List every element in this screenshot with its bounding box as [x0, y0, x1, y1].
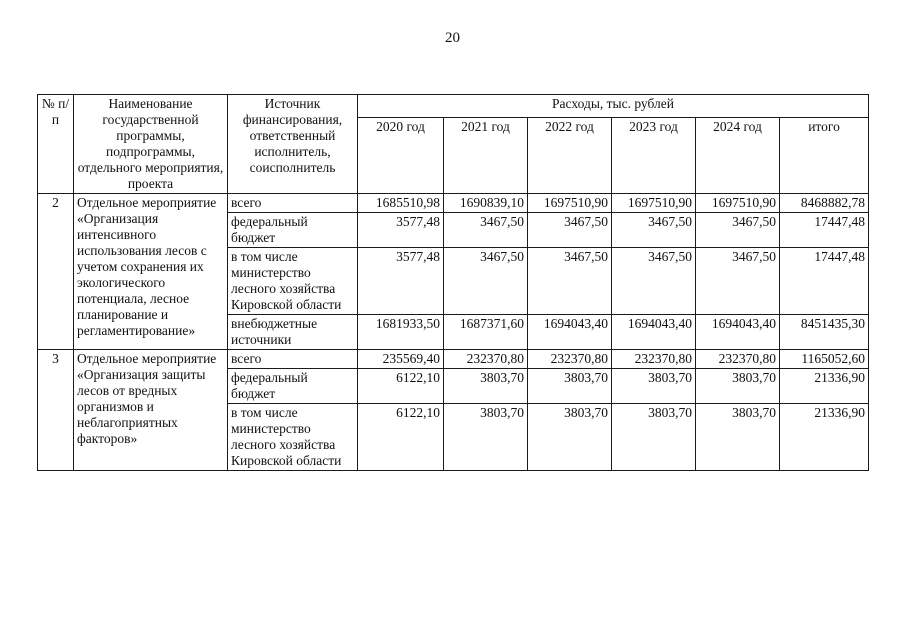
funding-source: федеральный бюджет [228, 213, 358, 248]
value-cell: 1685510,98 [358, 194, 444, 213]
value-cell: 6122,10 [358, 369, 444, 404]
value-cell: 232370,80 [612, 350, 696, 369]
header-expenses: Расходы, тыс. рублей [358, 95, 869, 118]
value-cell: 3467,50 [528, 213, 612, 248]
row-num: 3 [38, 350, 74, 471]
total-cell: 8468882,78 [780, 194, 869, 213]
measure-name: Отдельное мероприятие «Организация защиты лесов от вредных организмов и неблагоприятных факторов» [74, 350, 228, 471]
value-cell: 232370,80 [696, 350, 780, 369]
funding-source: внебюджетные источники [228, 315, 358, 350]
measure-name: Отдельное мероприятие «Организация интенсивного использования лесов с учетом сохранения их экологического потенциала, лесное планирование и регламентирование» [74, 194, 228, 350]
value-cell: 1697510,90 [612, 194, 696, 213]
value-cell: 3467,50 [444, 213, 528, 248]
value-cell: 1681933,50 [358, 315, 444, 350]
value-cell: 3577,48 [358, 248, 444, 315]
value-cell: 3803,70 [612, 369, 696, 404]
header-year-2021: 2021 год [444, 118, 528, 194]
value-cell: 3803,70 [444, 404, 528, 471]
header-year-2022: 2022 год [528, 118, 612, 194]
total-cell: 17447,48 [780, 213, 869, 248]
total-cell: 21336,90 [780, 369, 869, 404]
value-cell: 3803,70 [528, 404, 612, 471]
value-cell: 1694043,40 [696, 315, 780, 350]
value-cell: 3803,70 [696, 369, 780, 404]
total-cell: 21336,90 [780, 404, 869, 471]
value-cell: 3467,50 [696, 213, 780, 248]
value-cell: 232370,80 [528, 350, 612, 369]
value-cell: 235569,40 [358, 350, 444, 369]
value-cell: 1694043,40 [528, 315, 612, 350]
funding-source: в том числе министерство лесного хозяйства Кировской области [228, 404, 358, 471]
value-cell: 1697510,90 [528, 194, 612, 213]
table-row [38, 350, 869, 369]
value-cell: 3467,50 [528, 248, 612, 315]
value-cell: 1690839,10 [444, 194, 528, 213]
header-year-2024: 2024 год [696, 118, 780, 194]
total-cell: 17447,48 [780, 248, 869, 315]
header-source: Источник финансирования, ответственный исполнитель, соисполнитель [228, 95, 358, 194]
value-cell: 1697510,90 [696, 194, 780, 213]
total-cell: 8451435,30 [780, 315, 869, 350]
header-total: итого [780, 118, 869, 194]
header-year-2023: 2023 год [612, 118, 696, 194]
row-num: 2 [38, 194, 74, 350]
page-number: 20 [445, 30, 460, 46]
value-cell: 3467,50 [612, 213, 696, 248]
value-cell: 1687371,60 [444, 315, 528, 350]
header-year-2020: 2020 год [358, 118, 444, 194]
header-num: № п/п [38, 95, 74, 194]
value-cell: 3803,70 [444, 369, 528, 404]
value-cell: 3467,50 [612, 248, 696, 315]
value-cell: 3467,50 [444, 248, 528, 315]
funding-source: федеральный бюджет [228, 369, 358, 404]
total-cell: 1165052,60 [780, 350, 869, 369]
table-row [38, 194, 869, 213]
value-cell: 3803,70 [696, 404, 780, 471]
value-cell: 6122,10 [358, 404, 444, 471]
funding-source: всего [228, 350, 358, 369]
value-cell: 232370,80 [444, 350, 528, 369]
header-name: Наименование государственной программы, подпрограммы, отдельного мероприятия, проекта [74, 95, 228, 194]
funding-source: всего [228, 194, 358, 213]
value-cell: 1694043,40 [612, 315, 696, 350]
value-cell: 3577,48 [358, 213, 444, 248]
funding-source: в том числе министерство лесного хозяйства Кировской области [228, 248, 358, 315]
value-cell: 3803,70 [612, 404, 696, 471]
value-cell: 3467,50 [696, 248, 780, 315]
budget-table [37, 94, 869, 471]
value-cell: 3803,70 [528, 369, 612, 404]
